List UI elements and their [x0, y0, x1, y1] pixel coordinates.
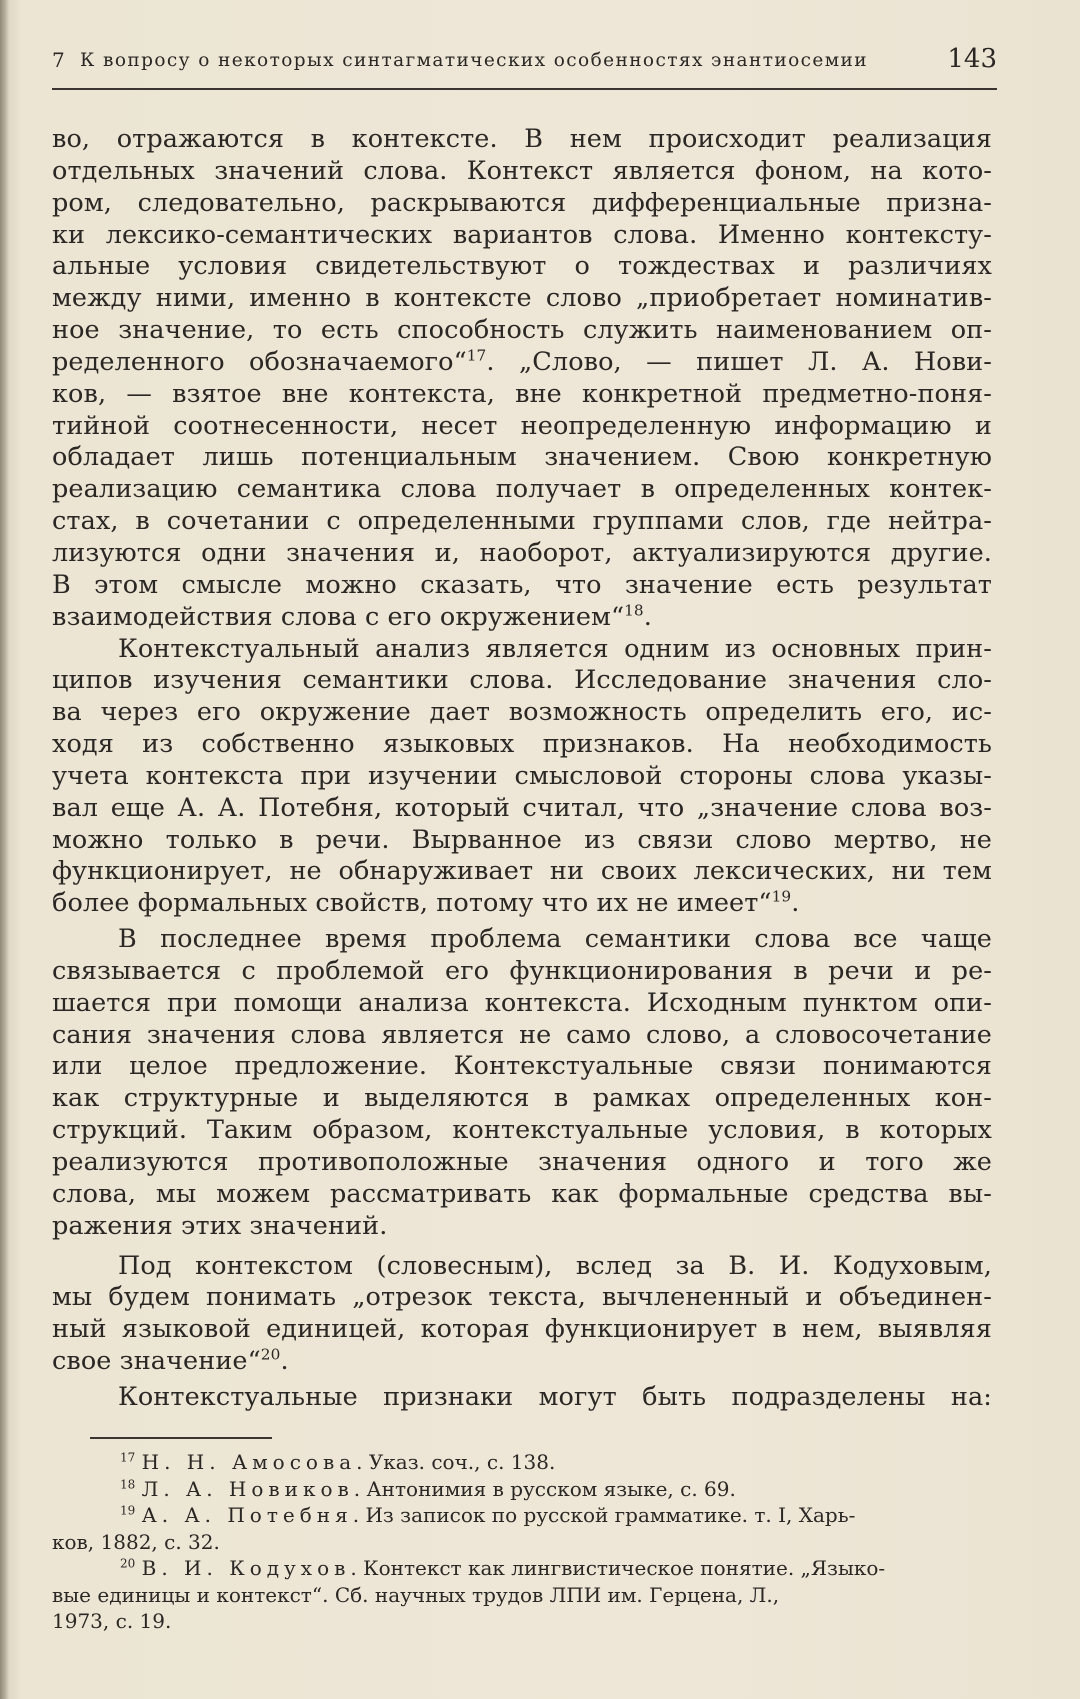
footnote-number: 20: [120, 1556, 136, 1571]
footnote-author: Н. Н. Амосова: [141, 1450, 357, 1474]
footnote-text: . Антонимия в русском языке, с. 69.: [353, 1476, 736, 1501]
chapter-number: 7: [52, 48, 66, 72]
footnote-20-cont: вые единицы и контекст“. Сб. научных трудов ЛПИ им. Герцена, Л.,: [52, 1582, 780, 1607]
paragraph-3-line: сания значения слова является не само слово, а словосочетание: [52, 1019, 992, 1050]
paragraph-3-line: или целое предложение. Контекстуальные связи понимаются: [52, 1051, 992, 1082]
footnote-19-cont: ков, 1882, с. 32.: [52, 1529, 220, 1554]
paragraph-2-line: функционирует, не обнаруживает ни своих лексических, ни тем: [52, 856, 992, 887]
paragraph-4-line: Под контекстом (словесным), вслед за В. И. Кодуховым,: [118, 1250, 992, 1281]
text-run: ределенного обозначаемого“: [52, 346, 467, 377]
main-text: [52, 124, 992, 1414]
paragraph-1-line: обладает лишь потенциальным значением. Свою конкретную: [52, 442, 992, 473]
paragraph-1-line: между ними, именно в контексте слово „приобретает номинатив-: [52, 283, 992, 314]
footnote-author: Л. А. Новиков: [141, 1476, 354, 1501]
paragraph-1-line: [52, 347, 992, 379]
text-run: .: [280, 1346, 289, 1377]
footnote-text: . Из записок по русской грамматике. т. I, Харь-: [352, 1503, 856, 1527]
text-run: . „Слово, — пишет Л. А. Нови-: [486, 346, 992, 377]
paragraph-2-line: можно только в речи. Вырванное из связи слово мертво, не: [52, 824, 992, 855]
footnote-ref-19: 19: [771, 887, 792, 906]
footnote-author: В. И. Кодухов: [141, 1556, 351, 1580]
running-header: [52, 44, 997, 84]
text-run: .: [643, 601, 652, 632]
paragraph-1-line: ки лексико-семантических вариантов слова. Именно контексту-: [52, 219, 992, 250]
running-title: К вопросу о некоторых синтагматических особенностях энантиосемии: [80, 50, 868, 71]
footnote-text: . Указ. соч., с. 138.: [356, 1450, 556, 1474]
text-run: взаимодействия слова с его окружением“: [52, 601, 625, 632]
paragraph-1-line: ром, следовательно, раскрываются дифференциальные призна-: [52, 187, 992, 218]
footnote-ref-20: 20: [260, 1345, 281, 1364]
footnote-number: 17: [120, 1450, 136, 1465]
paragraph-2-line: [52, 888, 992, 920]
footnote-text: . Контекст как лингвистическое понятие. „Языко-: [350, 1556, 886, 1580]
paragraph-2-line: вал еще А. А. Потебня, который считал, что „значение слова воз-: [52, 792, 992, 823]
footnote-20-cont: 1973, с. 19.: [52, 1609, 172, 1633]
paragraph-1-line: ков, — взятое вне контекста, вне конкретной предметно-поня-: [52, 378, 992, 409]
text-run: более формальных свойств, потому что их не имеет“: [52, 888, 772, 919]
paragraph-1-line: тийной соотнесенности, несет неопределенную информацию и: [52, 410, 992, 441]
paragraph-3-line: как структурные и выделяются в рамках определенных кон-: [52, 1083, 992, 1114]
paragraph-2-line: ва через его окружение дает возможность определить его, ис-: [52, 697, 992, 728]
page-number: 143: [947, 44, 997, 74]
footnote-number: 18: [120, 1476, 136, 1491]
paragraph-1-line: реализацию семантика слова получает в определенных контек-: [52, 474, 992, 505]
paragraph-3-line: слова, мы можем рассматривать как формальные средства вы-: [52, 1178, 992, 1209]
paragraph-1-line: стах, в сочетании с определенными группами слов, где нейтра-: [52, 506, 992, 537]
paragraph-3-line: струкций. Таким образом, контекстуальные условия, в которых: [52, 1115, 992, 1146]
paragraph-2-line: Контекстуальный анализ является одним из основных прин-: [118, 633, 992, 664]
paragraph-1-line: лизуются одни значения и, наоборот, актуализируются другие.: [52, 537, 992, 568]
paragraph-2-line: ходя из собственно языковых признаков. На необходимость: [52, 729, 992, 760]
paragraph-4-line: ный языковой единицей, которая функционирует в нем, выявляя: [52, 1314, 992, 1345]
footnote-ref-17: 17: [466, 346, 487, 365]
paragraph-4-line: мы будем понимать „отрезок текста, вычлененный и объединен-: [52, 1282, 992, 1313]
paragraph-1-line: альные условия свидетельствуют о тождествах и различиях: [52, 251, 992, 282]
paragraph-3-line: связывается с проблемой его функционирования в речи и ре-: [52, 955, 992, 986]
text-run: .: [791, 888, 800, 919]
paragraph-1-line: отдельных значений слова. Контекст является фоном, на кото-: [52, 155, 992, 186]
footnote-20: [52, 1555, 992, 1582]
paragraph-2-line: учета контекста при изучении смысловой стороны слова указы-: [52, 760, 992, 791]
paragraph-4-line: [52, 1346, 992, 1378]
footnote-18: [52, 1476, 992, 1503]
paragraph-3-line: реализуются противоположные значения одного и того же: [52, 1147, 992, 1177]
footnote-ref-18: 18: [624, 601, 644, 620]
book-spine-shadow: [0, 0, 9, 1699]
footnote-17: [52, 1449, 992, 1476]
footnote-author: А. А. Потебня: [141, 1503, 353, 1527]
header-rule: [52, 88, 997, 90]
paragraph-2-line: ципов изучения семантики слова. Исследование значения сло-: [52, 665, 992, 696]
text-run: свое значение“: [52, 1346, 261, 1377]
footnote-rule: [90, 1437, 272, 1439]
paragraph-3-line: шается при помощи анализа контекста. Исходным пунктом опи-: [52, 987, 992, 1018]
footnotes: [52, 1449, 992, 1635]
paragraph-1-line: В этом смысле можно сказать, что значение есть результат: [52, 569, 992, 600]
paragraph-1-line: во, отражаются в контексте. В нем происходит реализация: [52, 124, 992, 154]
paragraph-1-line: ное значение, то есть способность служить наименованием оп-: [52, 315, 992, 346]
paragraph-1-line: [52, 602, 992, 634]
footnote-number: 19: [120, 1503, 136, 1518]
paragraph-3-line: ражения этих значений.: [52, 1210, 388, 1241]
footnote-19: [52, 1502, 992, 1529]
paragraph-5-line: Контекстуальные признаки могут быть подразделены на:: [118, 1381, 992, 1412]
paragraph-3-line: В последнее время проблема семантики слова все чаще: [118, 924, 992, 955]
